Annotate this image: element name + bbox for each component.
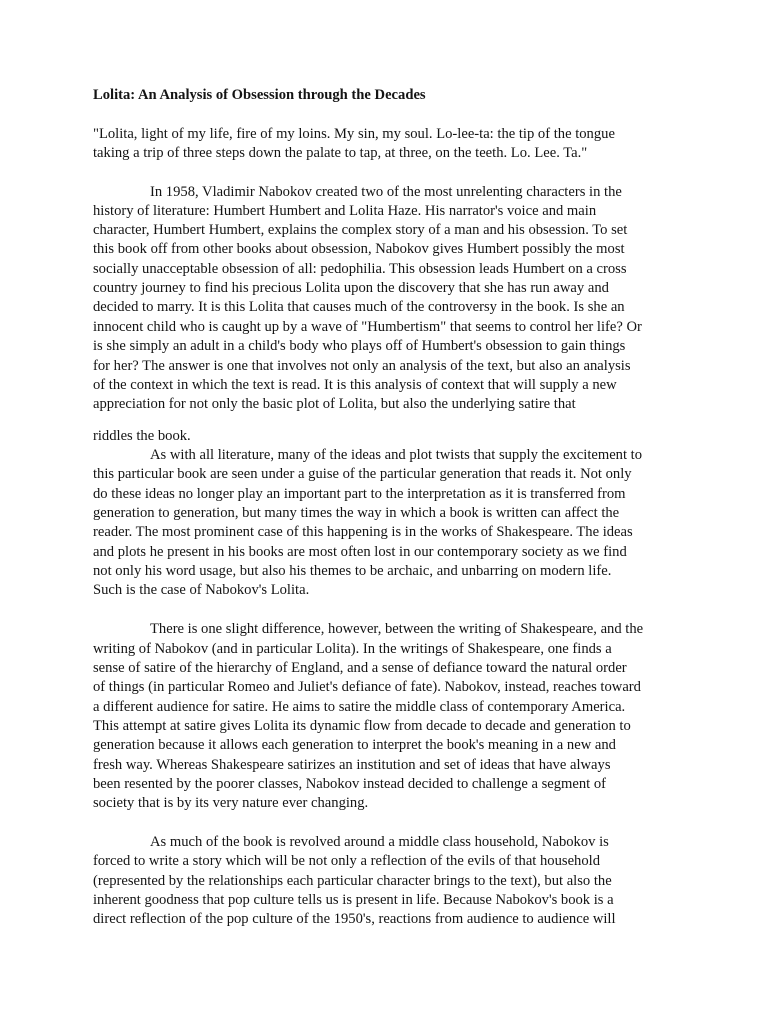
paragraph-line: and plots he present in his books are most often lost in our contemporary society as we find [93, 544, 627, 560]
epigraph-line: taking a trip of three steps down the palate to tap, at three, on the teeth. Lo. Lee. Ta." [93, 145, 588, 161]
paragraph-line: is she simply an adult in a child's body who plays off of Humbert's obsession to gain things [93, 338, 626, 354]
paragraph-line: a different audience for satire. He aims to satire the middle class of contemporary America. [93, 699, 626, 715]
paragraph-line: for her? The answer is one that involves not only an analysis of the text, but also an analysis [93, 358, 631, 374]
paragraph-line: reader. The most prominent case of this happening is in the works of Shakespeare. The ideas [93, 524, 633, 540]
paragraph-line: character, Humbert Humbert, explains the complex story of a man and his obsession. To set [93, 222, 628, 238]
paragraph-line: socially unacceptable obsession of all: pedophilia. This obsession leads Humbert on a cross [93, 261, 627, 277]
paragraph-line: (represented by the relationships each particular character brings to the text), but also the [93, 873, 612, 889]
paragraph-line: this particular book are seen under a guise of the particular generation that reads it. Not only [93, 466, 632, 482]
paragraph-line: There is one slight difference, however, between the writing of Shakespeare, and the [150, 621, 644, 637]
paragraph-line: fresh way. Whereas Shakespeare satirizes an institution and set of ideas that have always [93, 757, 611, 773]
paragraph-line: been resented by the poorer classes, Nabokov instead decided to challenge a segment of [93, 776, 607, 792]
paragraph-line: riddles the book. [93, 428, 191, 444]
paragraph-line: writing of Nabokov (and in particular Lolita). In the writings of Shakespeare, one finds a [93, 641, 612, 657]
paragraph-line: of things (in particular Romeo and Juliet's defiance of fate). Nabokov, instead, reaches toward [93, 679, 641, 695]
paragraph-line: In 1958, Vladimir Nabokov created two of the most unrelenting characters in the [150, 184, 622, 200]
paragraph-line: inherent goodness that pop culture tells us is present in life. Because Nabokov's book is a [93, 892, 614, 908]
paragraph-line: country journey to find his precious Lolita upon the discovery that she has run away and [93, 280, 609, 296]
paragraph-line: generation to generation, but many times the way in which a book is written can affect the [93, 505, 620, 521]
document-title: Lolita: An Analysis of Obsession through the Decades [93, 87, 426, 103]
paragraph-line: this book off from other books about obsession, Nabokov gives Humbert possibly the most [93, 241, 625, 257]
paragraph-line: decided to marry. It is this Lolita that causes much of the controversy in the book. Is she an [93, 299, 625, 315]
paragraph-line: innocent child who is caught up by a wave of "Humbertism" that seems to control her life? Or [93, 319, 642, 335]
paragraph-line: direct reflection of the pop culture of the 1950's, reactions from audience to audience will [93, 911, 616, 927]
paragraph-line: society that is by its very nature ever changing. [93, 795, 369, 811]
paragraph-line: of the context in which the text is read. It is this analysis of context that will supply a new [93, 377, 617, 393]
paragraph-line: Such is the case of Nabokov's Lolita. [93, 582, 310, 598]
paragraph-line: not only his word usage, but also his themes to be archaic, and unbarring on modern life. [93, 563, 612, 579]
paragraph-line: As much of the book is revolved around a middle class household, Nabokov is [150, 834, 609, 850]
paragraph-line: sense of satire of the hierarchy of England, and a sense of defiance toward the natural order [93, 660, 627, 676]
epigraph-line: "Lolita, light of my life, fire of my loins. My sin, my soul. Lo-lee-ta: the tip of the tongue [93, 126, 615, 142]
paragraph-line: This attempt at satire gives Lolita its dynamic flow from decade to decade and generation to [93, 718, 631, 734]
paragraph-line: forced to write a story which will be not only a reflection of the evils of that household [93, 853, 600, 869]
paragraph-line: do these ideas no longer play an important part to the interpretation as it is transferred from [93, 486, 626, 502]
paragraph-line: history of literature: Humbert Humbert and Lolita Haze. His narrator's voice and main [93, 203, 597, 219]
paragraph-line: generation because it allows each generation to interpret the book's meaning in a new and [93, 737, 616, 753]
paragraph-line: appreciation for not only the basic plot of Lolita, but also the underlying satire that [93, 396, 576, 412]
paragraph-line: As with all literature, many of the ideas and plot twists that supply the excitement to [150, 447, 643, 463]
